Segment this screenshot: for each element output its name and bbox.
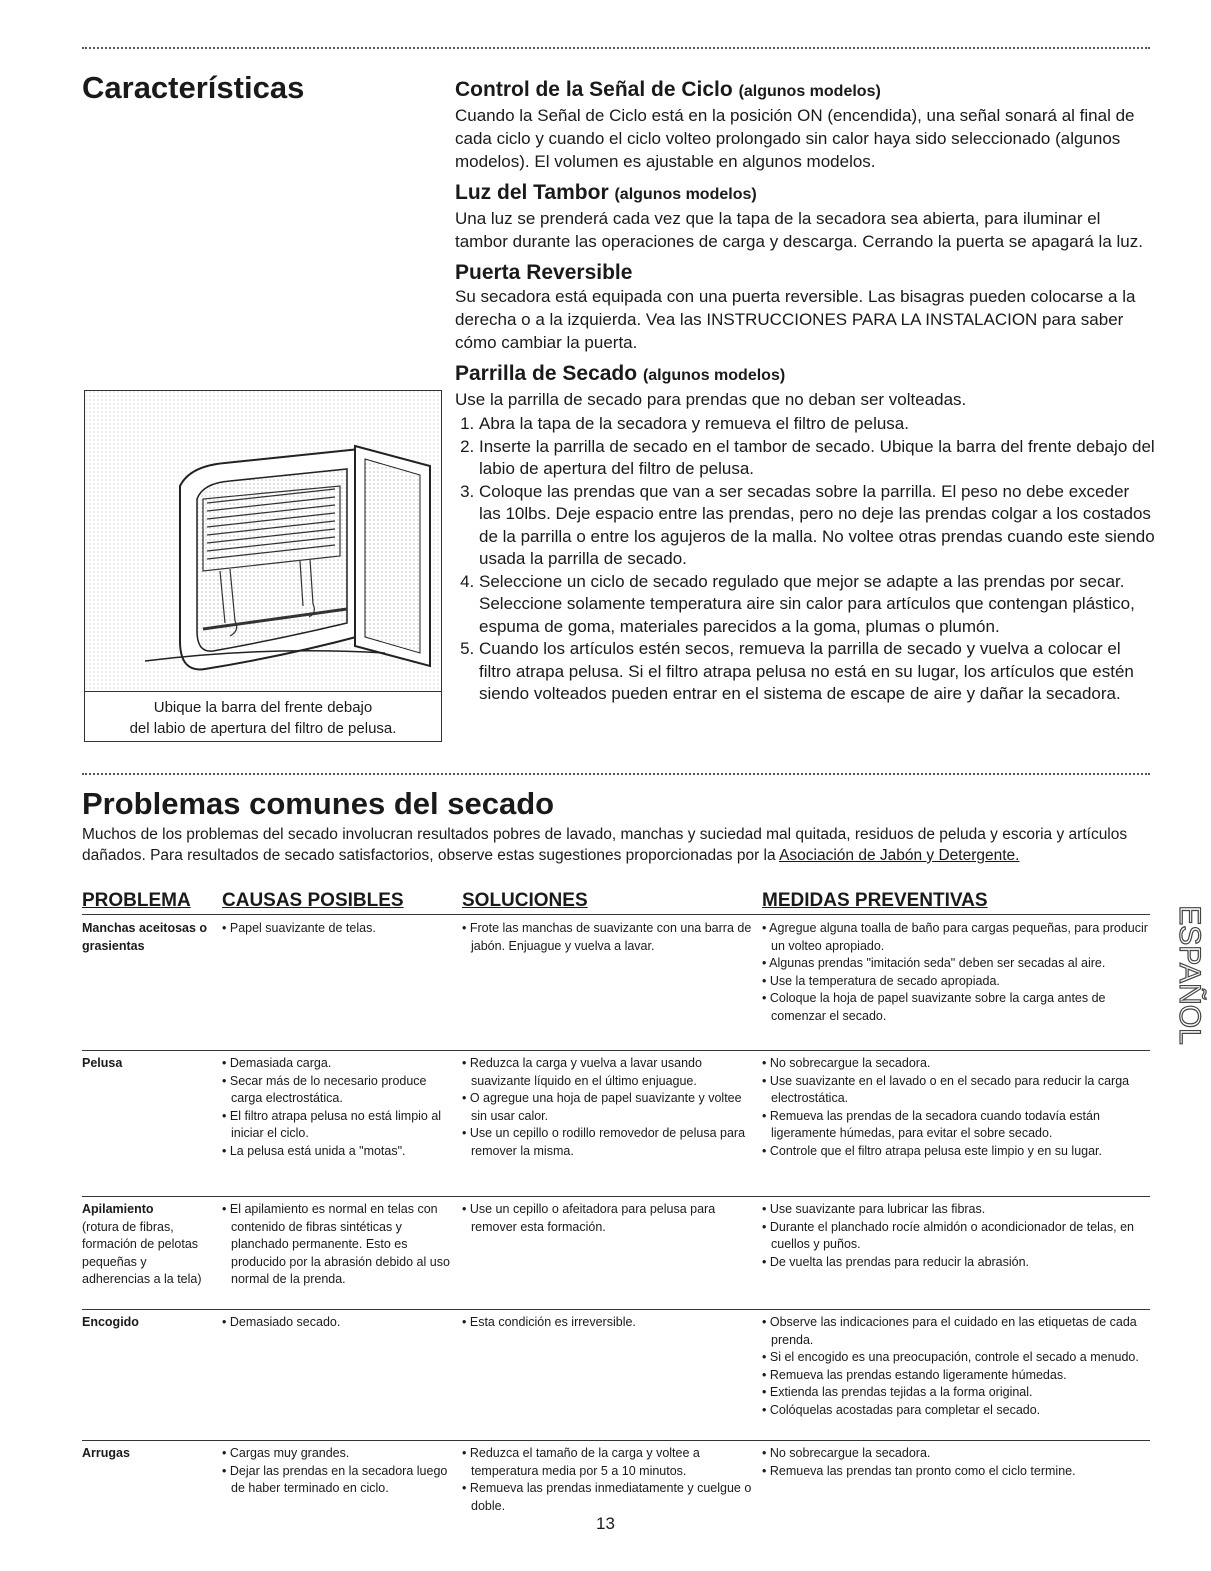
drying-rack-steps [455,413,1155,706]
feature-body-reversible-door: Su secadora está equipada con una puerta reversible. Las bisagras pueden colocarse a la derecha o a la izquierda. Vea las INSTRUCCIONES PARA LA INSTALACION para saber cómo cambiar la puerta. [455,287,1136,352]
step-item: 2. Inserte la parrilla de secado en el tambor de secado. Ubique la barra del frente debajo del labio de apertura del filtro de pelusa. [479,436,1155,481]
page-number: 13 [596,1514,615,1533]
prevention-cell [762,1055,1150,1160]
bullet-item: • Demasiada carga. [222,1055,454,1073]
features-column [455,78,1155,706]
table-row [82,1440,1150,1521]
feature-heading-cycle-signal: Control de la Señal de Ciclo (algunos modelos) [455,78,881,101]
header-prevention: MEDIDAS PREVENTIVAS [762,890,988,911]
header-causes: CAUSAS POSIBLES [222,890,404,911]
solutions-cell-list [462,1055,757,1160]
solutions-cell [462,920,757,955]
step-item: 4. Seleccione un ciclo de secado regulado que mejor se adapte a las prendas por secar. Seleccione solamente temperatura aire sin calor para artículos que contengan plástico, espuma de goma, materiales parecidos a la goma, plumas o plumón. [479,571,1155,639]
bullet-item: • Reduzca el tamaño de la carga y voltee a temperatura media por 5 a 10 minutos. [462,1445,757,1480]
figure-caption [85,691,441,739]
feature-heading-drum-light: Luz del Tambor (algunos modelos) [455,181,757,204]
side-tab-label: ESPAÑOL [1173,905,1206,1045]
header-solutions: SOLUCIONES [462,890,588,911]
bullet-item: • No sobrecargue la secadora. [762,1055,1150,1073]
causes-cell [222,1314,454,1332]
dryer-rack-illustration [85,391,441,691]
solutions-cell-list [462,1445,757,1515]
prevention-cell-list [762,1201,1150,1271]
causes-cell [222,1445,454,1498]
bullet-item: • Papel suavizante de telas. [222,920,454,938]
bullet-item: • Dejar las prendas en la secadora luego de haber terminado en ciclo. [222,1463,454,1498]
bullet-item: • Observe las indicaciones para el cuidado en las etiquetas de cada prenda. [762,1314,1150,1349]
bullet-item: • Use un cepillo o rodillo removedor de pelusa para remover la misma. [462,1125,757,1160]
bullet-item: • Remueva las prendas de la secadora cuando todavía están ligeramente húmedas, para evitar el sobre secado. [762,1108,1150,1143]
causes-cell-list [222,1314,454,1332]
solutions-cell [462,1445,757,1515]
figure-caption-line: del labio de apertura del filtro de pelusa. [129,720,397,737]
problem-cell [82,1445,217,1463]
feature-body-drying-rack: Use la parrilla de secado para prendas que no deban ser volteadas. [455,390,967,409]
bullet-item: • El filtro atrapa pelusa no está limpio al iniciar el ciclo. [222,1108,454,1143]
bullet-item: • Remueva las prendas inmediatamente y cuelgue o doble. [462,1480,757,1515]
bullet-item: • Demasiado secado. [222,1314,454,1332]
table-header [82,890,1150,915]
causes-cell [222,920,454,938]
causes-cell-list [222,1055,454,1160]
solutions-cell-list [462,1314,757,1332]
bullet-item: • Use suavizante para lubricar las fibras. [762,1201,1150,1219]
figure-caption-line: Ubique la barra del frente debajo [153,699,373,716]
bullet-item: • Controle que el filtro atrapa pelusa este limpio y en su lugar. [762,1143,1150,1161]
step-item: 1. Abra la tapa de la secadora y remueva el filtro de pelusa. [479,413,1155,436]
bullet-item: • Algunas prendas "imitación seda" deben ser secadas al aire. [762,955,1150,973]
bullet-item: • Use la temperatura de secado apropiada. [762,973,1150,991]
bullet-item: • Cargas muy grandes. [222,1445,454,1463]
prevention-cell-list [762,1445,1150,1480]
header-problem: PROBLEMA [82,890,191,911]
bullet-item: • Coloque la hoja de papel suavizante sobre la carga antes de comenzar el secado. [762,990,1150,1025]
bullet-item: • La pelusa está unida a "motas". [222,1143,454,1161]
bullet-item: • Use un cepillo o afeitadora para pelusa para remover esta formación. [462,1201,757,1236]
feature-body-drum-light: Una luz se prenderá cada vez que la tapa de la secadora sea abierta, para iluminar el tambor durante las operaciones de carga y descarga. Cerrando la puerta se apagará la luz. [455,209,1143,251]
problem-name: Apilamiento [82,1202,154,1216]
top-dotted-rule [82,47,1150,49]
prevention-cell [762,1201,1150,1271]
table-row [82,1196,1150,1310]
feature-body-cycle-signal: Cuando la Señal de Ciclo está en la posición ON (encendida), una señal sonará al final de cada ciclo y cuando el ciclo volteo prolongado sin calor haya sido seleccionado (algunos modelos). El volumen es ajustable en algunos modelos. [455,106,1135,171]
causes-cell-list [222,1201,454,1289]
drying-rack-figure [84,390,442,742]
prevention-cell [762,1314,1150,1419]
bullet-item: • Durante el planchado rocíe almidón o acondicionador de telas, en cuellos y puños. [762,1219,1150,1254]
solutions-cell-list [462,1201,757,1236]
problem-name: Pelusa [82,1056,123,1070]
solutions-cell [462,1201,757,1236]
problem-name: Manchas aceitosas o grasientas [82,921,208,953]
section-title: Características [82,70,305,105]
table-row [82,1050,1150,1197]
step-item: 3. Coloque las prendas que van a ser secadas sobre la parrilla. El peso no debe exceder las 10lbs. Deje espacio entre las prendas, pero no deje las prendas colgar a los costados de la parrilla o entre los agujeros de la malla. No voltee otras prendas cuando este siendo usada la parrilla de secado. [479,481,1155,571]
bullet-item: • Use suavizante en el lavado o en el secado para reducir la carga electrostática. [762,1073,1150,1108]
problem-name: Encogido [82,1315,139,1329]
bullet-item: • Reduzca la carga y vuelva a lavar usando suavizante líquido en el último enjuague. [462,1055,757,1090]
table-row [82,1309,1150,1441]
bullet-item: • Agregue alguna toalla de baño para cargas pequeñas, para producir un volteo apropiado. [762,920,1150,955]
bullet-item: • Si el encogido es una preocupación, controle el secado a menudo. [762,1349,1150,1367]
bullet-item: • Remueva las prendas estando ligeramente húmedas. [762,1367,1150,1385]
prevention-cell-list [762,1314,1150,1419]
bullet-item: • Remueva las prendas tan pronto como el ciclo termine. [762,1463,1150,1481]
problem-detail: (rotura de fibras, formación de pelotas pequeñas y adherencias a la tela) [82,1219,202,1286]
problem-cell [82,1314,217,1332]
intro-text: Muchos de los problemas del secado involucran resultados pobres de lavado, manchas y suciedad mal quitada, residuos de peluda y escoria y artículos dañados. Para resultados de secado satisfactorios, observe estas sugestiones proporcionadas por la [82,826,1128,864]
problem-cell [82,920,217,955]
language-side-tab [1160,882,1206,1052]
bullet-item: • Frote las manchas de suavizante con una barra de jabón. Enjuague y vuelva a lavar. [462,920,757,955]
prevention-cell [762,1445,1150,1480]
solutions-cell [462,1314,757,1332]
bullet-item: • Secar más de lo necesario produce carga electrostática. [222,1073,454,1108]
causes-cell [222,1055,454,1160]
causes-cell-list [222,920,454,938]
middle-dotted-rule [82,773,1150,775]
table-row [82,916,1150,1050]
bullet-item: • No sobrecargue la secadora. [762,1445,1150,1463]
prevention-cell [762,920,1150,1025]
causes-cell [222,1201,454,1289]
problem-cell [82,1055,217,1073]
bullet-item: • De vuelta las prendas para reducir la abrasión. [762,1254,1150,1272]
feature-heading-drying-rack: Parrilla de Secado (algunos modelos) [455,362,786,385]
problem-name: Arrugas [82,1446,130,1460]
prevention-cell-list [762,1055,1150,1160]
causes-cell-list [222,1445,454,1498]
solutions-cell [462,1055,757,1160]
intro-source: Asociación de Jabón y Detergente. [779,847,1020,864]
solutions-cell-list [462,920,757,955]
step-item: 5. Cuando los artículos estén secos, remueva la parrilla de secado y vuelva a colocar el filtro atrapa pelusa. Si el filtro atrapa pelusa no está en su lugar, los artículos que estén siendo volteados pueden entrar en el sistema de escape de aire y dañar la secadora. [479,638,1155,706]
feature-heading-reversible-door: Puerta Reversible [455,261,633,284]
prevention-cell-list [762,920,1150,1025]
problem-cell [82,1201,217,1289]
bullet-item: • O agregue una hoja de papel suavizante y voltee sin usar calor. [462,1090,757,1125]
problems-title: Problemas comunes del secado [82,786,555,821]
problems-intro [82,824,1142,866]
bullet-item: • Extienda las prendas tejidas a la forma original. [762,1384,1150,1402]
bullet-item: • El apilamiento es normal en telas con contenido de fibras sintéticas y planchado permanente. Esto es producido por la abrasión debido al uso normal de la prenda. [222,1201,454,1289]
bullet-item: • Esta condición es irreversible. [462,1314,757,1332]
bullet-item: • Colóquelas acostadas para completar el secado. [762,1402,1150,1420]
